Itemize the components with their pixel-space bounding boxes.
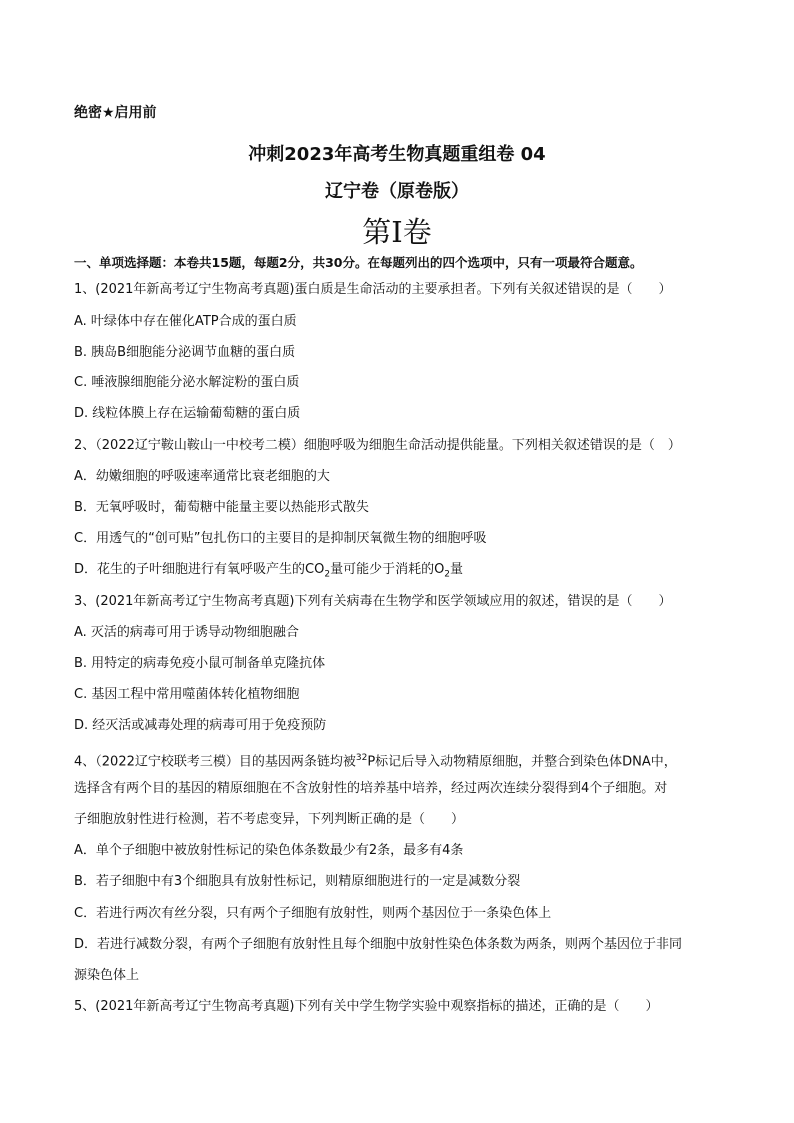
q1-option-d: D. 线粒体膜上存在运输葡萄糖的蛋白质	[74, 406, 301, 421]
q2-stem: 2、（2022辽宁鞍山鞍山一中校考二模）细胞呼吸为细胞生命活动提供能量。下列相关叙述错误的是（ ）	[74, 438, 681, 453]
exam-title: 冲刺2023年高考生物真题重组卷 04	[248, 144, 546, 165]
volume-heading: 第Ⅰ卷	[362, 215, 432, 249]
q1-option-a: A. 叶绿体中存在催化ATP合成的蛋白质	[74, 314, 297, 329]
q2-option-b: B．无氧呼吸时，葡萄糖中能量主要以热能形式散失	[74, 500, 369, 515]
q4-option-d-line-2: 源染色体上	[74, 968, 140, 983]
q2-option-c: C．用透气的“创可贴”包扎伤口的主要目的是抑制厌氧微生物的细胞呼吸	[74, 531, 487, 546]
secret-mark: 绝密★启用前	[74, 105, 157, 121]
q3-option-b: B. 用特定的病毒免疫小鼠可制备单克隆抗体	[74, 656, 326, 671]
q4-stem-line-1: 4、（2022辽宁校联考三模）目的基因两条链均被$^{32}$P标记后导入动物精原细胞，并整合到染色体DNA中，	[74, 753, 677, 770]
q3-option-a: A. 灭活的病毒可用于诱导动物细胞融合	[74, 625, 299, 640]
section-instructions: 一、单项选择题：本卷共15题，每题2分，共30分。在每题列出的四个选项中，只有一项最符合题意。	[74, 255, 643, 270]
q4-stem-line-2: 选择含有两个目的基因的精原细胞在不含放射性的培养基中培养，经过两次连续分裂得到4个子细胞。对	[74, 781, 668, 796]
q4-stem-line-3: 子细胞放射性进行检测，若不考虑变异，下列判断正确的是（ ）	[74, 812, 465, 827]
q3-option-c: C. 基因工程中常用噬菌体转化植物细胞	[74, 687, 300, 702]
q4-option-a: A．单个子细胞中被放射性标记的染色体条数最少有2条，最多有4条	[74, 843, 464, 858]
q4-option-c: C．若进行两次有丝分裂，只有两个子细胞有放射性，则两个基因位于一条染色体上	[74, 906, 552, 921]
q1-option-b: B. 胰岛B细胞能分泌调节血糖的蛋白质	[74, 345, 296, 360]
q3-stem: 3、(2021年新高考辽宁生物高考真题)下列有关病毒在生物学和医学领域应用的叙述，错误的是（ ）	[74, 594, 672, 609]
q4-option-b: B．若子细胞中有3个细胞具有放射性标记，则精原细胞进行的一定是减数分裂	[74, 874, 521, 889]
q1-stem: 1、(2021年新高考辽宁生物高考真题)蛋白质是生命活动的主要承担者。下列有关叙述错误的是（ ）	[74, 282, 672, 297]
q2-option-d: D．花生的子叶细胞进行有氧呼吸产生的$CO_2$量可能少于消耗的$O_2$量	[74, 562, 464, 580]
q2-option-a: A．幼嫩细胞的呼吸速率通常比衰老细胞的大	[74, 469, 330, 484]
q3-option-d: D. 经灭活或减毒处理的病毒可用于免疫预防	[74, 718, 327, 733]
q1-option-c: C. 唾液腺细胞能分泌水解淀粉的蛋白质	[74, 375, 300, 390]
q4-option-d-line-1: D．若进行减数分裂，有两个子细胞有放射性且每个细胞中放射性染色体条数为两条，则两个基因位于非同	[74, 937, 683, 952]
q5-stem: 5、(2021年新高考辽宁生物高考真题)下列有关中学生物学实验中观察指标的描述，正确的是（ ）	[74, 999, 659, 1014]
exam-subtitle: 辽宁卷（原卷版）	[325, 181, 469, 202]
